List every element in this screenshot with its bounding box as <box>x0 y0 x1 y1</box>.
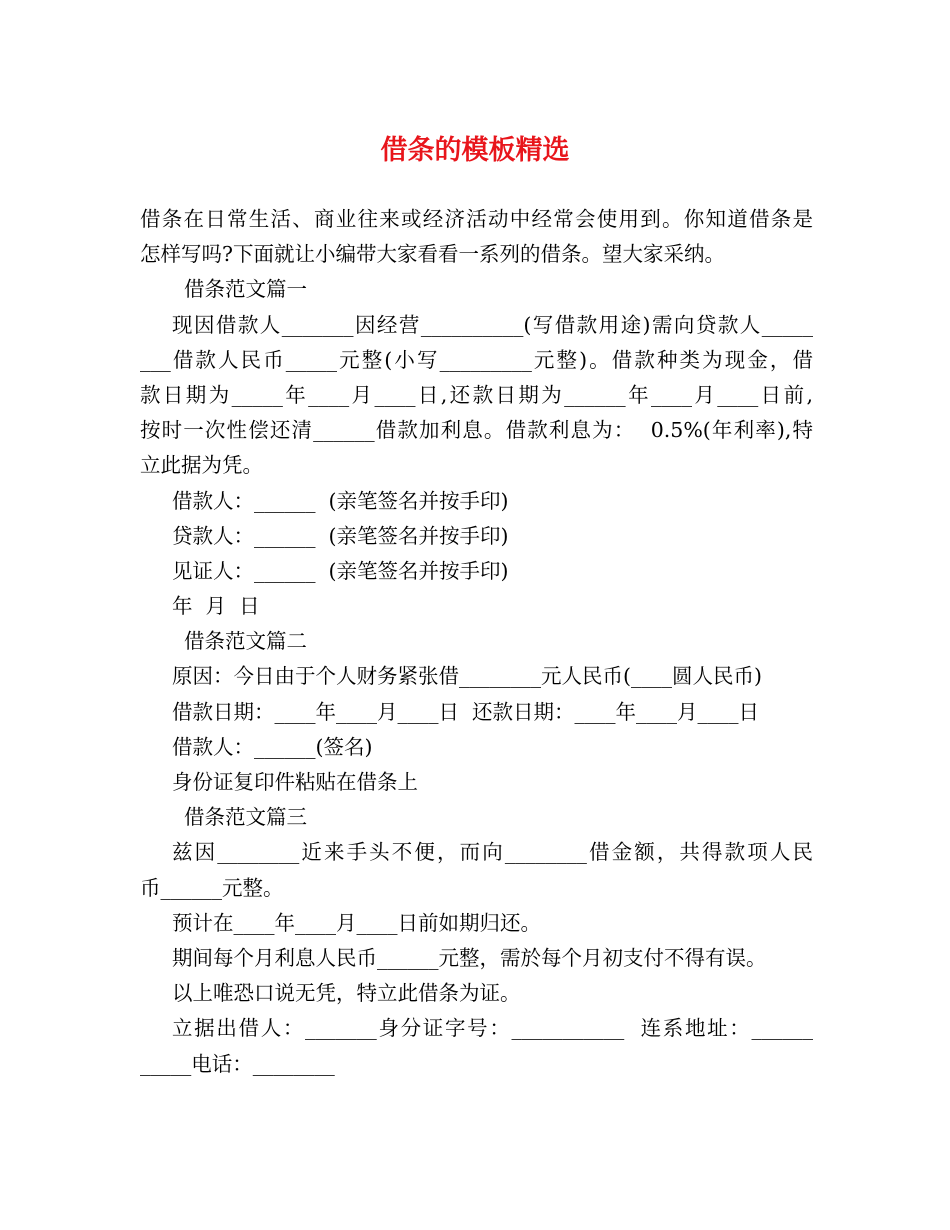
section1-para-line-3: 款日期为_____年____月____日,还款日期为______年____月____日前, <box>140 382 813 407</box>
section2-line-3: 借款人：______(签名) <box>172 734 373 759</box>
section1-signature-borrower: 借款人：______ (亲笔签名并按手印) <box>172 488 509 513</box>
section1-para-line-2: ___借款人民币_____元整(小写_________元整)。借款种类为现金，借 <box>140 347 813 372</box>
section3-heading: 借条范文篇三 <box>184 805 307 830</box>
section2-heading: 借条范文篇二 <box>184 629 307 654</box>
section3-closing-line-1: 立据出借人：_______身分证字号：___________ 连系地址：______ <box>172 1016 813 1041</box>
section2-line-1: 原因：今日由于个人财务紧张借________元人民币(____圆人民币) <box>172 664 762 689</box>
section1-date: 年 月 日 <box>172 594 260 619</box>
section3-line-2: 期间每个月利息人民币______元整，需於每个月初支付不得有误。 <box>172 945 767 970</box>
section3-para-line-1: 兹因________近来手头不便，而向________借金额，共得款项人民 <box>172 840 813 865</box>
section3-line-3: 以上唯恐口说无凭，特立此借条为证。 <box>172 981 521 1006</box>
section1-para-line-4: 按时一次性偿还清______借款加利息。借款利息为： 0.5%(年利率),特 <box>140 418 813 443</box>
section1-heading: 借条范文篇一 <box>184 277 307 302</box>
section1-signature-witness: 见证人：______ (亲笔签名并按手印) <box>172 558 509 583</box>
section1-para-line-1: 现因借款人_______因经营__________(写借款用途)需向贷款人_____ <box>172 312 813 337</box>
section2-line-2: 借款日期：____年____月____日 还款日期：____年____月____日 <box>172 699 760 724</box>
section3-line-1: 预计在____年____月____日前如期归还。 <box>172 910 541 935</box>
intro-line-2: 怎样写吗?下面就让小编带大家看看一系列的借条。望大家采纳。 <box>140 242 725 267</box>
section2-line-4: 身份证复印件粘贴在借条上 <box>172 770 418 794</box>
intro-line-1: 借条在日常生活、商业往来或经济活动中经常会使用到。你知道借条是 <box>140 207 813 231</box>
document-title: 借条的模板精选 <box>380 135 570 166</box>
section3-para-line-2: 币______元整。 <box>140 875 284 900</box>
section3-closing-line-2: _____电话：________ <box>140 1051 335 1076</box>
section1-signature-lender: 贷款人：______ (亲笔签名并按手印) <box>172 523 509 548</box>
document-body <box>140 202 813 1082</box>
section1-para-line-5: 立此据为凭。 <box>140 453 263 478</box>
